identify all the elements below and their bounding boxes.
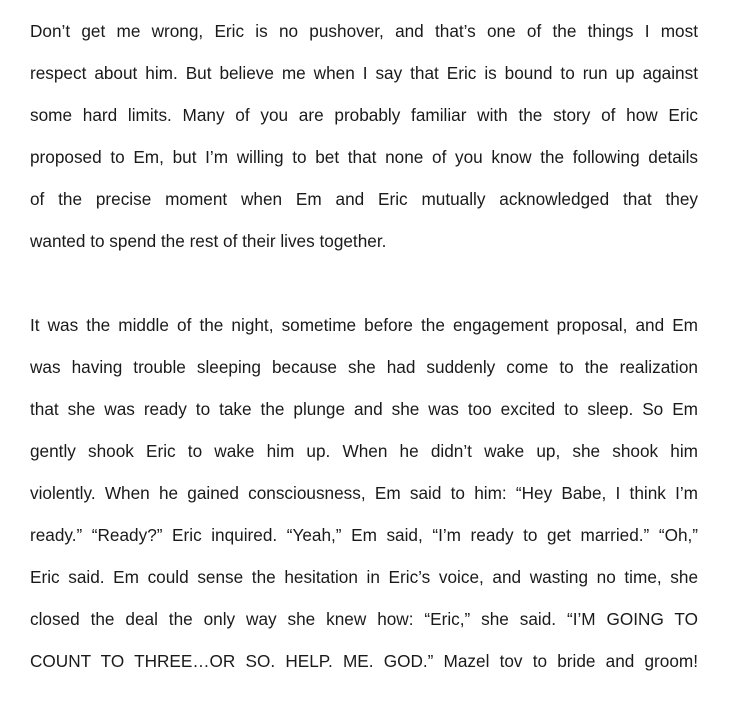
text-line: closed the deal the only way she knew how: “Eric,” she said. “I’M GOING TO <box>30 609 698 629</box>
document-page <box>30 10 698 682</box>
text-line: was having trouble sleeping because she had suddenly come to the realization <box>30 357 698 377</box>
text-line: Don’t get me wrong, Eric is no pushover, and that’s one of the things I most <box>30 21 698 41</box>
text-line: wanted to spend the rest of their lives together. <box>30 231 387 251</box>
text-line: ready.” “Ready?” Eric inquired. “Yeah,” Em said, “I’m ready to get married.” “Oh,” <box>30 525 698 545</box>
text-line: It was the middle of the night, sometime before the engagement proposal, and Em <box>30 315 698 335</box>
text-line: Eric said. Em could sense the hesitation in Eric’s voice, and wasting no time, she <box>30 567 698 587</box>
text-line: respect about him. But believe me when I say that Eric is bound to run up against <box>30 63 698 83</box>
paragraph-2 <box>30 304 698 682</box>
text-line: of the precise moment when Em and Eric mutually acknowledged that they <box>30 189 698 209</box>
text-line: that she was ready to take the plunge and she was too excited to sleep. So Em <box>30 399 698 419</box>
paragraph-1 <box>30 10 698 262</box>
text-line: proposed to Em, but I’m willing to bet that none of you know the following details <box>30 147 698 167</box>
text-line: COUNT TO THREE…OR SO. HELP. ME. GOD.” Mazel tov to bride and groom! <box>30 651 698 671</box>
text-line: gently shook Eric to wake him up. When he didn’t wake up, she shook him <box>30 441 698 461</box>
text-line: some hard limits. Many of you are probably familiar with the story of how Eric <box>30 105 698 125</box>
text-line: violently. When he gained consciousness, Em said to him: “Hey Babe, I think I’m <box>30 483 698 503</box>
